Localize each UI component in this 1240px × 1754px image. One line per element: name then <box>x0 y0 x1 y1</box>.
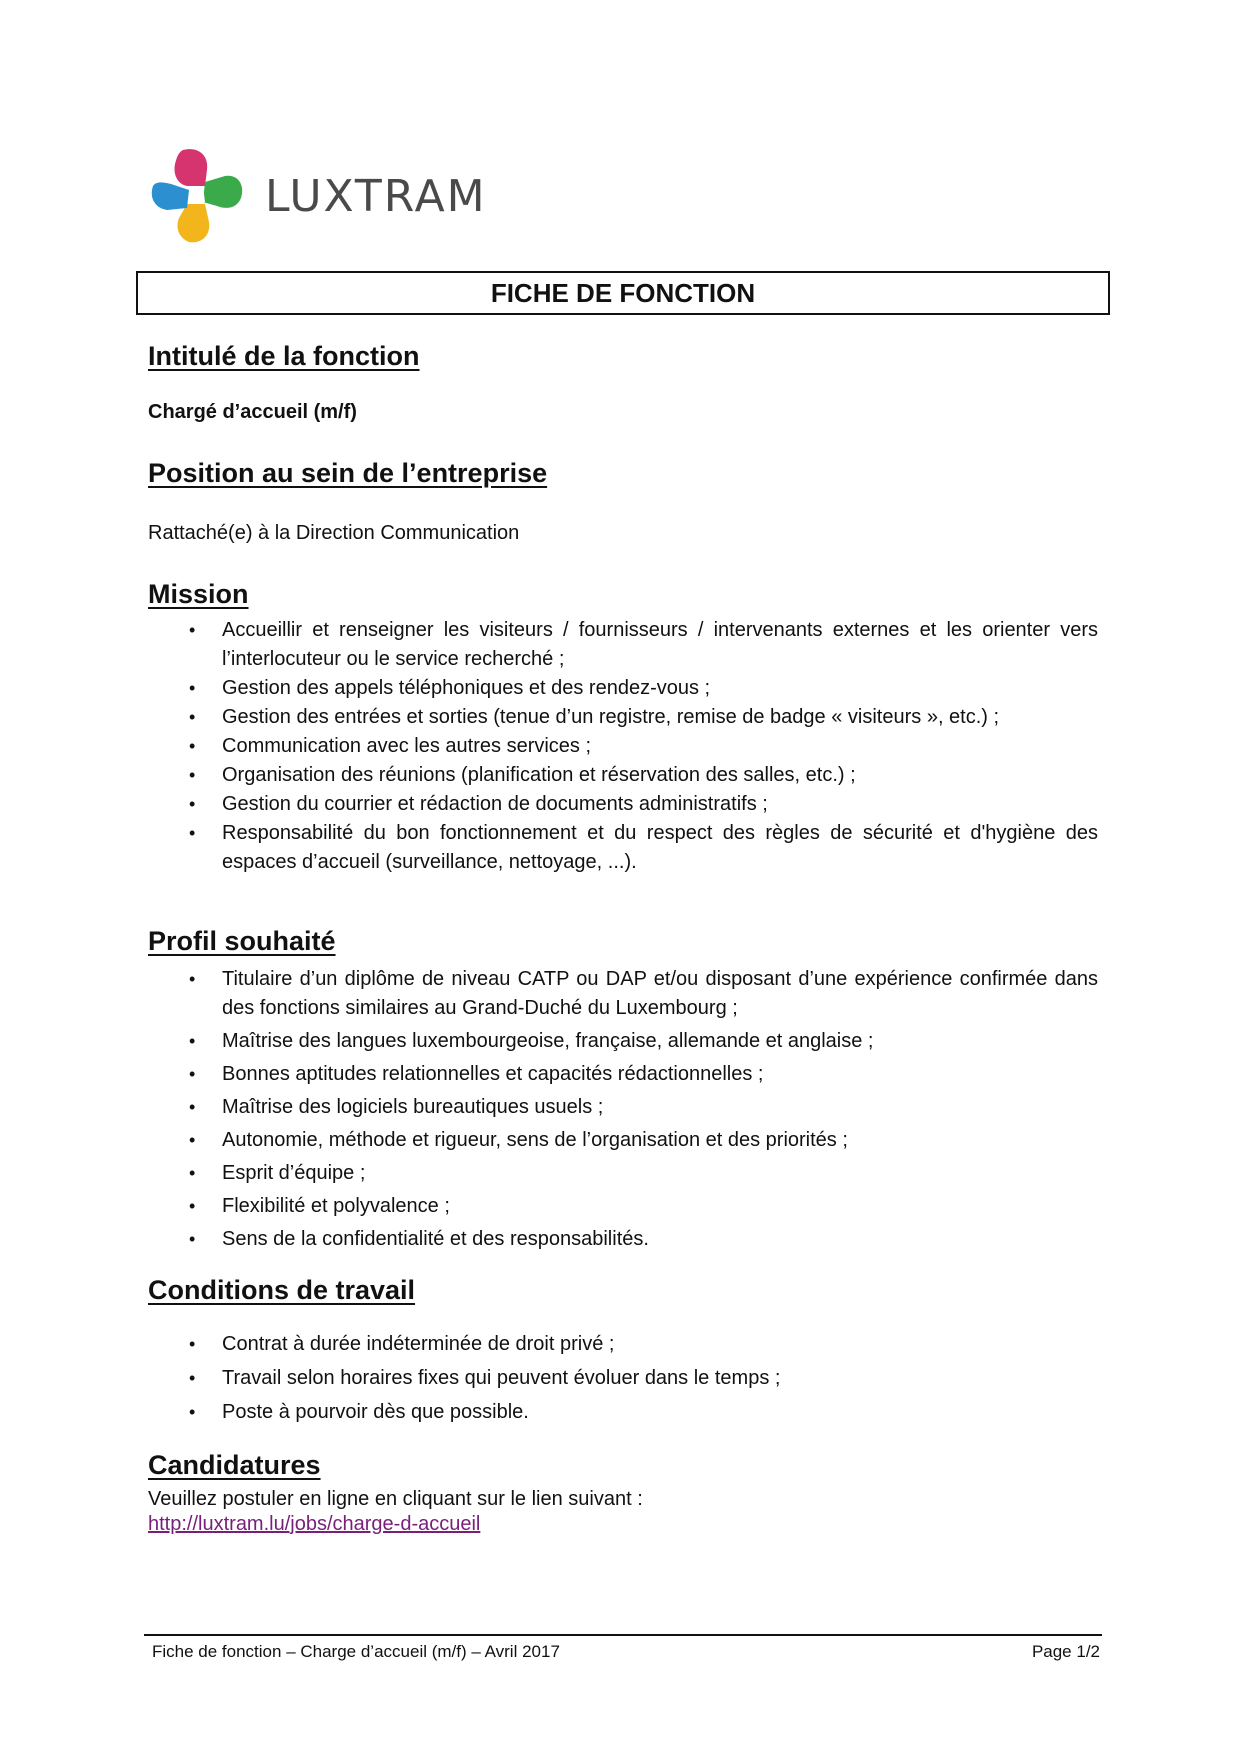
list-item: • Accueillir et renseigner les visiteurs / fournisseurs / intervenants externes et les orienter vers l’interlocuteur ou le service recherché ; <box>189 619 1098 670</box>
section-heading-mission: Mission <box>148 579 249 609</box>
list-item: • Titulaire d’un diplôme de niveau CATP ou DAP et/ou disposant d’une expérience confirmée dans des fonctions similaires au Grand-Duché du Luxembourg ; <box>189 968 1098 1019</box>
list-item: • Contrat à durée indéterminée de droit privé ; <box>189 1333 615 1355</box>
application-instructions: Veuillez postuler en ligne en cliquant sur le lien suivant : <box>148 1488 643 1510</box>
list-item: • Organisation des réunions (planification et réservation des salles, etc.) ; <box>189 764 856 786</box>
profile-list <box>148 965 1098 1254</box>
list-item: • Maîtrise des langues luxembourgeoise, française, allemande et anglaise ; <box>189 1030 874 1052</box>
list-item: • Poste à pourvoir dès que possible. <box>189 1401 529 1423</box>
document-title: FICHE DE FONCTION <box>136 271 1110 315</box>
list-item: • Gestion des entrées et sorties (tenue d’un registre, remise de badge « visiteurs », etc.) ; <box>189 706 1000 728</box>
section-heading-candidatures: Candidatures <box>148 1450 321 1480</box>
job-title-text: Chargé d’accueil (m/f) <box>148 401 357 423</box>
list-item: • Flexibilité et polyvalence ; <box>189 1195 450 1217</box>
luxtram-logo-icon <box>147 146 245 246</box>
section-heading-profil: Profil souhaité <box>148 926 336 956</box>
position-text: Rattaché(e) à la Direction Communication <box>148 522 520 544</box>
logo-wordmark: LUXTRAM <box>265 170 487 222</box>
list-item: • Gestion du courrier et rédaction de documents administratifs ; <box>189 793 768 815</box>
list-item: • Autonomie, méthode et rigueur, sens de l’organisation et des priorités ; <box>189 1129 848 1151</box>
list-item: • Maîtrise des logiciels bureautiques usuels ; <box>189 1096 604 1118</box>
footer-divider <box>144 1634 1102 1636</box>
list-item: • Esprit d’équipe ; <box>189 1162 366 1184</box>
application-link[interactable]: http://luxtram.lu/jobs/charge-d-accueil <box>148 1513 481 1535</box>
list-item: • Gestion des appels téléphoniques et des rendez-vous ; <box>189 677 711 699</box>
section-heading-intitule: Intitulé de la fonction <box>148 341 420 371</box>
mission-list <box>148 616 1098 877</box>
list-item: • Bonnes aptitudes relationnelles et capacités rédactionnelles ; <box>189 1063 764 1085</box>
document-body <box>148 336 1098 1536</box>
list-item: • Sens de la confidentialité et des responsabilités. <box>189 1228 649 1250</box>
company-logo <box>147 145 532 247</box>
footer-text: Fiche de fonction – Charge d’accueil (m/f) – Avril 2017 <box>152 1642 560 1661</box>
conditions-list <box>148 1330 1098 1427</box>
section-heading-conditions: Conditions de travail <box>148 1275 416 1305</box>
list-item: • Travail selon horaires fixes qui peuvent évoluer dans le temps ; <box>189 1367 781 1389</box>
list-item: • Communication avec les autres services ; <box>189 735 592 757</box>
section-heading-position: Position au sein de l’entreprise <box>148 458 548 488</box>
list-item: • Responsabilité du bon fonctionnement et du respect des règles de sécurité et d'hygiène des espaces d’accueil (surveillance, nettoyage, ...). <box>189 822 1098 873</box>
page-number: Page 1/2 <box>1031 1642 1100 1661</box>
